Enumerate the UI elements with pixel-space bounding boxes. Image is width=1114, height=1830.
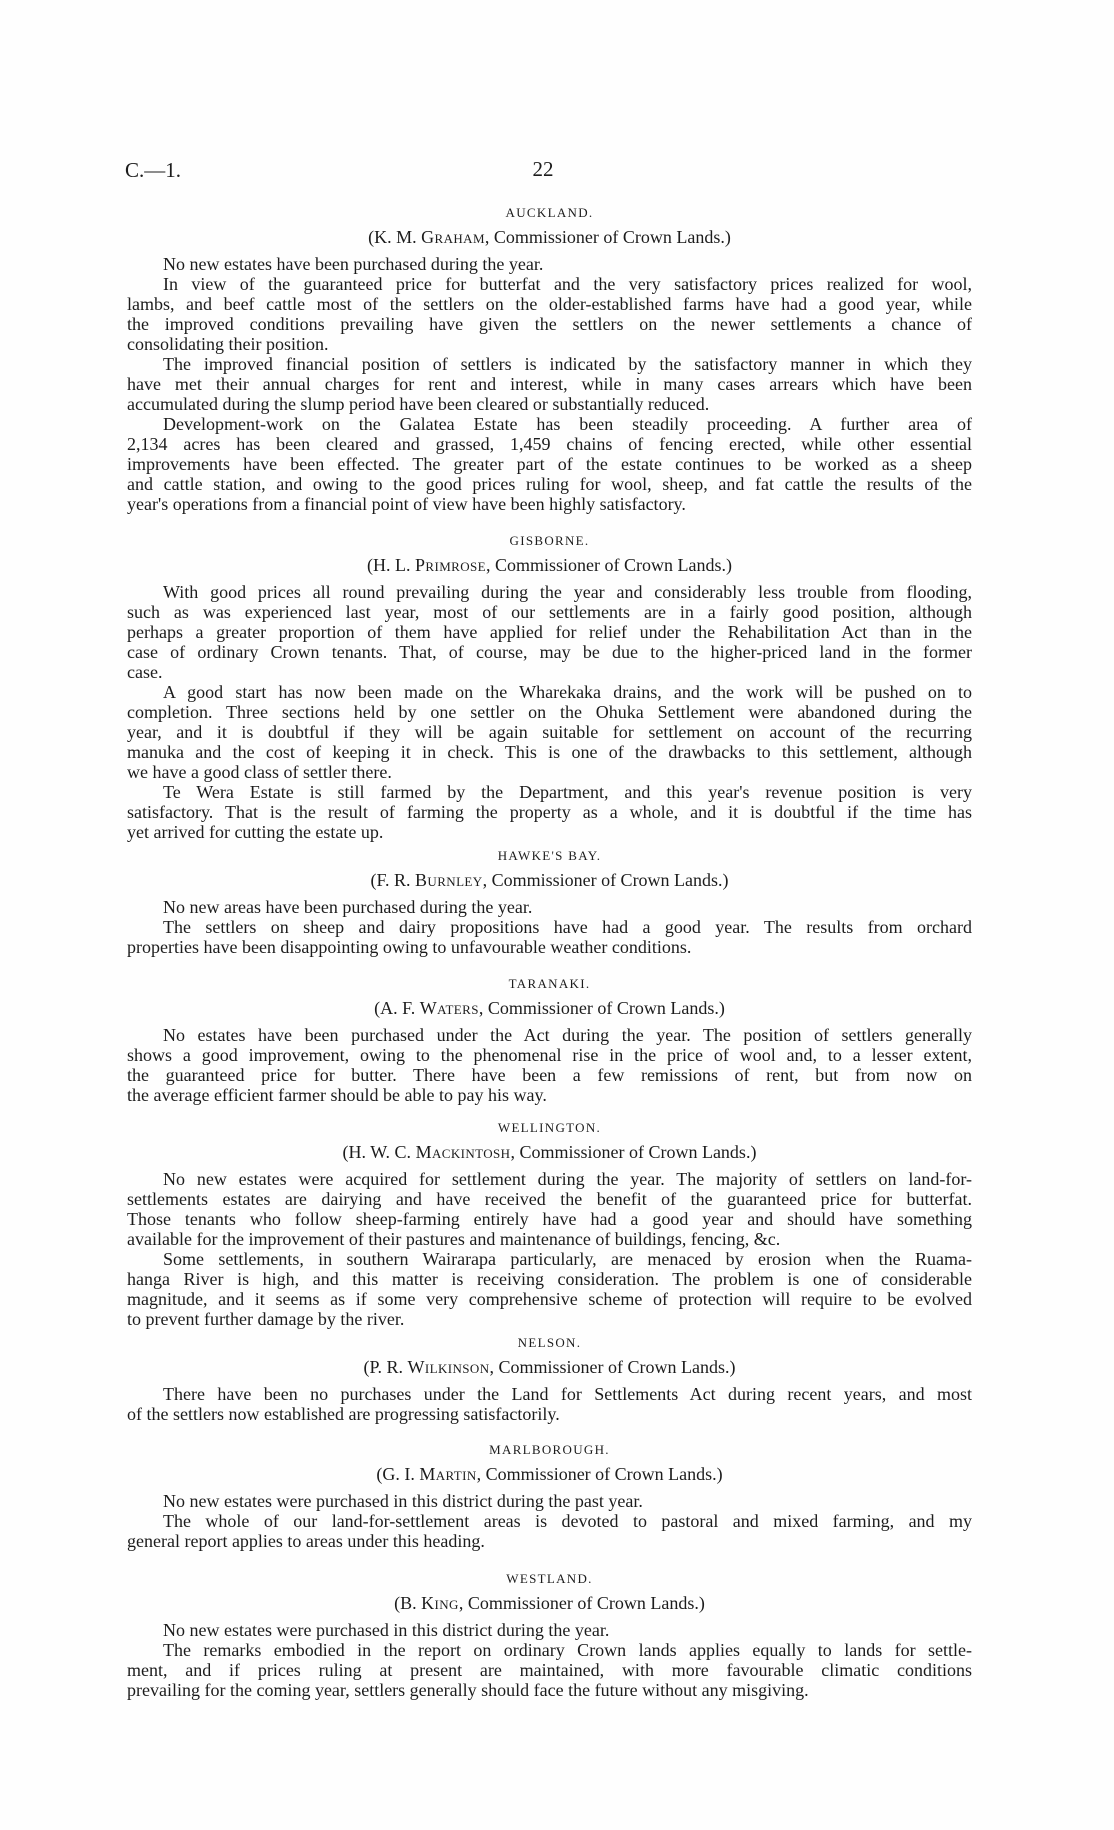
paragraph: [127, 897, 972, 917]
commissioner-title: , Commissioner of Crown Lands.): [489, 1357, 736, 1377]
text-line: No new estates have been purchased during the year.: [163, 254, 544, 274]
text-line: general report applies to areas under this heading.: [127, 1531, 485, 1551]
text-line: to prevent further damage by the river.: [127, 1309, 405, 1329]
text-line: lambs, and beef cattle most of the settlers on the older-established farms have had a good year, while: [127, 294, 972, 314]
section-heading: HAWKE'S BAY.: [497, 848, 602, 863]
section-body: [127, 1169, 972, 1329]
text-line: the improved conditions prevailing have given the settlers on the newer settlements a chance of: [127, 314, 972, 334]
text-line: perhaps a greater proportion of them have applied for relief under the Rehabilitation Act than in the: [127, 622, 972, 642]
commissioner-title: , Commissioner of Crown Lands.): [510, 1142, 757, 1162]
section-heading: MARLBOROUGH.: [489, 1442, 610, 1457]
text-line: the average efficient farmer should be able to pay his way.: [127, 1085, 547, 1105]
commissioner-title: , Commissioner of Crown Lands.): [458, 1593, 705, 1613]
commissioner-initials: (G. I.: [376, 1464, 420, 1484]
commissioner-line: [127, 555, 972, 575]
text-line: year's operations from a financial point of view have been highly satisfactory.: [127, 494, 686, 514]
paragraph: [127, 1025, 972, 1105]
text-line: of the settlers now established are progressing satisfactorily.: [127, 1404, 560, 1424]
text-line: the guaranteed price for butter. There have been a few remissions of rent, but from now on: [127, 1065, 972, 1085]
text-line: With good prices all round prevailing during the year and considerably less trouble from flooding,: [163, 582, 972, 602]
text-line: The whole of our land-for-settlement areas is devoted to pastoral and mixed farming, and my: [163, 1511, 972, 1531]
paragraph: [127, 1511, 972, 1551]
text-line: satisfactory. That is the result of farming the property as a whole, and it is doubtful if the time has: [127, 802, 972, 822]
text-line: and cattle station, and owing to the good prices ruling for wool, sheep, and fat cattle the results of the: [127, 474, 972, 494]
text-line: The settlers on sheep and dairy propositions have had a good year. The results from orchard: [163, 917, 972, 937]
commissioner-line: [127, 1464, 972, 1484]
text-line: magnitude, and it seems as if some very comprehensive scheme of protection will require to be evolved: [127, 1289, 972, 1309]
section-body: [127, 1491, 972, 1551]
commissioner-title: , Commissioner of Crown Lands.): [478, 998, 725, 1018]
paragraph: [127, 1491, 972, 1511]
text-line: case of ordinary Crown tenants. That, of course, may be due to the higher-priced land in the former: [127, 642, 972, 662]
commissioner-name: Mackintosh: [415, 1142, 511, 1162]
text-line: consolidating their position.: [127, 334, 329, 354]
commissioner-initials: (H. L.: [367, 555, 415, 575]
commissioner-initials: (B.: [394, 1593, 422, 1613]
paragraph: [127, 254, 972, 274]
text-line: properties have been disappointing owing to unfavourable weather conditions.: [127, 937, 692, 957]
paragraph: [127, 917, 972, 957]
section-body: [127, 1384, 972, 1424]
text-line: A good start has now been made on the Wharekaka drains, and the work will be pushed on to: [163, 682, 972, 702]
section-body: [127, 1620, 972, 1700]
section-body: [127, 1025, 972, 1105]
section-body: [127, 254, 972, 514]
paragraph: [127, 1384, 972, 1424]
commissioner-title: , Commissioner of Crown Lands.): [484, 227, 731, 247]
text-line: we have a good class of settler there.: [127, 762, 392, 782]
text-line: No estates have been purchased under the Act during the year. The position of settlers generally: [163, 1025, 972, 1045]
text-line: The remarks embodied in the report on ordinary Crown lands applies equally to lands for settle-: [163, 1640, 972, 1660]
commissioner-line: [127, 998, 972, 1018]
text-line: case.: [127, 662, 163, 682]
text-line: year, and it is doubtful if they will be again suitable for settlement on account of the recurring: [127, 722, 972, 742]
text-line: No new areas have been purchased during the year.: [163, 897, 533, 917]
commissioner-name: Graham: [421, 227, 485, 247]
paragraph: [127, 682, 972, 782]
commissioner-initials: (P. R.: [363, 1357, 408, 1377]
text-line: No new estates were acquired for settlement during the year. The majority of settlers on land-for-: [163, 1169, 972, 1189]
text-line: completion. Three sections held by one settler on the Ohuka Settlement were abandoned during the: [127, 702, 972, 722]
paragraph: [127, 1620, 972, 1640]
text-line: accumulated during the slump period have been cleared or substantially reduced.: [127, 394, 710, 414]
text-line: prevailing for the coming year, settlers generally should face the future without any misgiving.: [127, 1680, 809, 1700]
section-body: [127, 897, 972, 957]
commissioner-line: [127, 1593, 972, 1613]
text-line: improvements have been effected. The greater part of the estate continues to be worked as a sheep: [127, 454, 972, 474]
text-line: No new estates were purchased in this district during the past year.: [163, 1491, 643, 1511]
commissioner-initials: (F. R.: [370, 870, 416, 890]
commissioner-title: , Commissioner of Crown Lands.): [476, 1464, 723, 1484]
paragraph: [127, 1169, 972, 1249]
text-line: such as was experienced last year, most of our settlements are in a fairly good position, although: [127, 602, 972, 622]
commissioner-initials: (H. W. C.: [342, 1142, 416, 1162]
commissioner-name: Primrose: [415, 555, 486, 575]
commissioner-name: Waters: [419, 998, 479, 1018]
section-heading: WELLINGTON.: [497, 1120, 602, 1135]
text-line: settlements estates are dairying and have received the benefit of the guaranteed price for butterfat.: [127, 1189, 972, 1209]
text-line: The improved financial position of settlers is indicated by the satisfactory manner in which they: [163, 354, 972, 374]
text-line: hanga River is high, and this matter is receiving consideration. The problem is one of considerable: [127, 1269, 972, 1289]
section-heading: AUCKLAND.: [505, 205, 594, 220]
text-line: Those tenants who follow sheep-farming entirely have had a good year and should have something: [127, 1209, 972, 1229]
commissioner-initials: (K. M.: [368, 227, 422, 247]
commissioner-name: Martin: [419, 1464, 477, 1484]
page-code: C.—1.: [125, 158, 182, 182]
text-line: available for the improvement of their pastures and maintenance of buildings, fencing, &c.: [127, 1229, 781, 1249]
text-line: No new estates were purchased in this district during the year.: [163, 1620, 610, 1640]
commissioner-name: King: [421, 1593, 459, 1613]
text-line: In view of the guaranteed price for butterfat and the very satisfactory prices realized for wool,: [163, 274, 972, 294]
section-heading: TARANAKI.: [508, 976, 591, 991]
section-heading: NELSON.: [517, 1335, 582, 1350]
text-line: Some settlements, in southern Wairarapa particularly, are menaced by erosion when the Ruama-: [163, 1249, 972, 1269]
text-line: ment, and if prices ruling at present are maintained, with more favourable climatic conditions: [127, 1660, 972, 1680]
commissioner-name: Burnley: [415, 870, 483, 890]
paragraph: [127, 782, 972, 842]
commissioner-line: [127, 1142, 972, 1162]
text-line: yet arrived for cutting the estate up.: [127, 822, 384, 842]
text-line: shows a good improvement, owing to the phenomenal rise in the price of wool and, to a lesser extent,: [127, 1045, 972, 1065]
page-number: 22: [532, 157, 554, 181]
section-heading: WESTLAND.: [506, 1571, 593, 1586]
commissioner-name: Wilkinson: [407, 1357, 490, 1377]
commissioner-title: , Commissioner of Crown Lands.): [486, 555, 732, 575]
commissioner-line: [127, 1357, 972, 1377]
text-line: There have been no purchases under the Land for Settlements Act during recent years, and most: [163, 1384, 972, 1404]
paragraph: [127, 1249, 972, 1329]
commissioner-title: , Commissioner of Crown Lands.): [482, 870, 729, 890]
section-body: [127, 582, 972, 842]
text-line: Development-work on the Galatea Estate has been steadily proceeding. A further area of: [163, 414, 972, 434]
commissioner-line: [127, 227, 972, 247]
section-heading: GISBORNE.: [509, 533, 590, 548]
paragraph: [127, 414, 972, 514]
text-line: have met their annual charges for rent and interest, while in many cases arrears which have been: [127, 374, 972, 394]
paragraph: [127, 354, 972, 414]
paragraph: [127, 582, 972, 682]
text-line: 2,134 acres has been cleared and grassed, 1,459 chains of fencing erected, while other essential: [127, 434, 972, 454]
commissioner-initials: (A. F.: [374, 998, 420, 1018]
text-line: Te Wera Estate is still farmed by the Department, and this year's revenue position is very: [163, 782, 972, 802]
paragraph: [127, 274, 972, 354]
text-line: manuka and the cost of keeping it in check. This is one of the drawbacks to this settlement, although: [127, 742, 972, 762]
commissioner-line: [127, 870, 972, 890]
paragraph: [127, 1640, 972, 1700]
